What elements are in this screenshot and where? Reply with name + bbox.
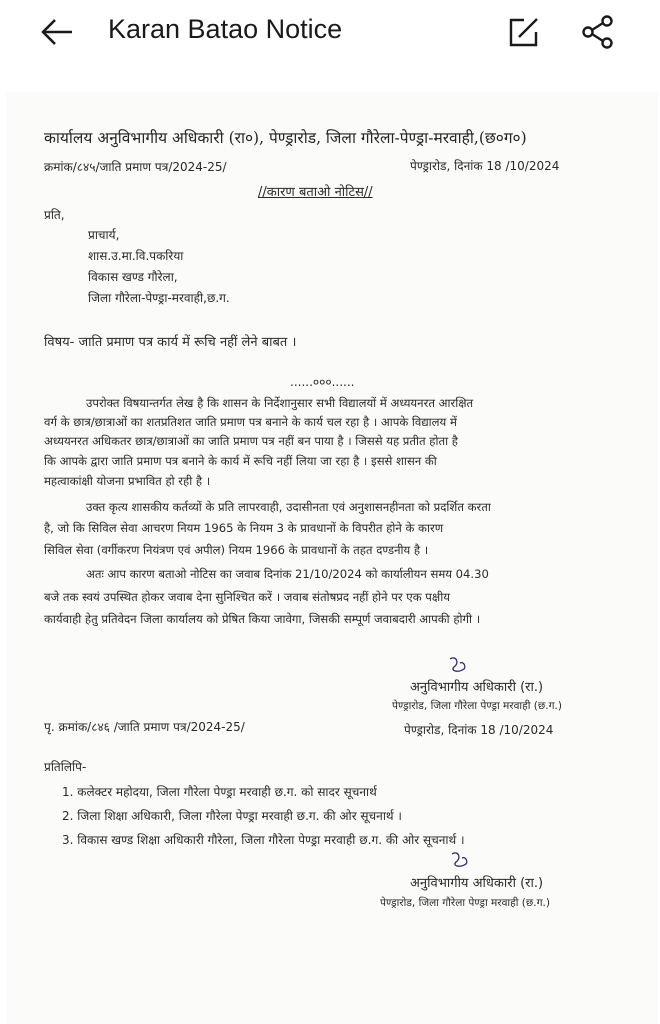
to-label: प्रति, [44,208,65,222]
body-line: कि आपके द्वारा जाति प्रमाण पत्र बनाने के कार्य में रूचि नहीं लिया जा रहा है । इससे शासन की [44,454,437,468]
body-line: उपरोक्त विषयान्तर्गत लेख है कि शासन के निर्देशानुसार सभी विद्यालयों में अध्ययनरत आरक्षित [86,396,474,410]
body-line: अतः आप कारण बताओ नोटिस का जवाब दिनांक 21/10/2024 को कार्यालीयन समय 04.30 [86,567,489,581]
signature-mark [448,850,472,872]
body-line: सिविल सेवा (वर्गीकरण नियंत्रण एवं अपील) नियम 1966 के प्रावधानों के तहत दण्डनीय है । [44,543,429,557]
office-header: कार्यालय अनुविभागीय अधिकारी (रा०), पेण्ड्रारोड, जिला गौरेला-पेण्ड्रा-मरवाही,(छ०ग०) [44,129,527,147]
signature-location: पेण्ड्रारोड, जिला गौरेला पेण्ड्रा मरवाही (छ.ग.) [392,700,562,712]
body-line: महत्वाकांक्षी योजना प्रभावित हो रही है । [44,474,211,488]
addressee-line: विकास खण्ड गौरेला, [88,270,178,284]
body-line: कार्यवाही हेतु प्रतिवेदन जिला कार्यालय को प्रेषित किया जावेगा, जिसकी सम्पूर्ण जवाबदारी आपकी होगी । [44,612,481,626]
addressee-line: शास.उ.मा.वि.पकरिया [88,249,184,263]
copy-to-label: प्रतिलिपि- [44,760,87,774]
body-line: अध्ययनरत अधिकतर छात्र/छात्राओं का जाति प्रमाण पत्र नहीं बन पाया है । जिससे यह प्रतीत होता है [44,434,458,448]
copy-list-item: 1. कलेक्टर महोदया, जिला गौरेला पेण्ड्रा मरवाही छ.ग. को सादर सूचनार्थ [62,785,377,799]
body-line: उक्त कृत्य शासकीय कर्तव्यों के प्रति लापरवाही, उदासीनता एवं अनुशासनहीनता को प्रदर्शित करता [86,500,491,514]
signature-location: पेण्ड्रारोड, जिला गौरेला पेण्ड्रा मरवाही (छ.ग.) [380,897,550,909]
addressee-line: जिला गौरेला-पेण्ड्रा-मरवाही,छ.ग. [88,291,230,305]
addressee-line: प्राचार्य, [88,228,120,242]
signature-mark [446,655,470,677]
body-line: है, जो कि सिविल सेवा आचरण नियम 1965 के नियम 3 के प्रावधानों के विपरीत होने के कारण [44,521,444,535]
body-line: वर्ग के छात्र/छात्राओं का शतप्रतिशत जाति प्रमाण पत्र बनाने के कार्य चल रहा है । आपके विद्यालय में [44,415,457,429]
copy-reference-number: पृ. क्रमांक/८४६ /जाति प्रमाण पत्र/2024-25/ [44,720,245,734]
notice-heading: //कारण बताओ नोटिस// [258,185,373,200]
body-line: बजे तक स्वयं उपस्थित होकर जवाब देना सुनिश्चित करें । जवाब संतोषप्रद नहीं होने पर एक पक्षीय [44,590,450,604]
copy-list-item: 2. जिला शिक्षा अधिकारी, जिला गौरेला पेण्ड्रा मरवाही छ.ग. की ओर सूचनार्थ । [62,809,402,823]
copy-list-item: 3. विकास खण्ड शिक्षा अधिकारी गौरेला, जिला गौरेला पेण्ड्रा मरवाही छ.ग. की ओर सूचनार्थ । [62,833,465,847]
subject-line: विषय- जाति प्रमाण पत्र कार्य में रूचि नहीं लेने बाबत । [44,335,297,350]
page-title: Karan Batao Notice [108,14,343,44]
reference-number: क्रमांक/८४५/जाति प्रमाण पत्र/2024-25/ [44,160,227,174]
place-date: पेण्ड्रारोड, दिनांक 18 /10/2024 [410,159,560,173]
signature-place-date: पेण्ड्रारोड, दिनांक 18 /10/2024 [404,723,554,737]
separator: ......०००...... [290,375,355,389]
signature-designation: अनुविभागीय अधिकारी (रा.) [410,680,544,695]
signature-designation: अनुविभागीय अधिकारी (रा.) [410,876,544,891]
